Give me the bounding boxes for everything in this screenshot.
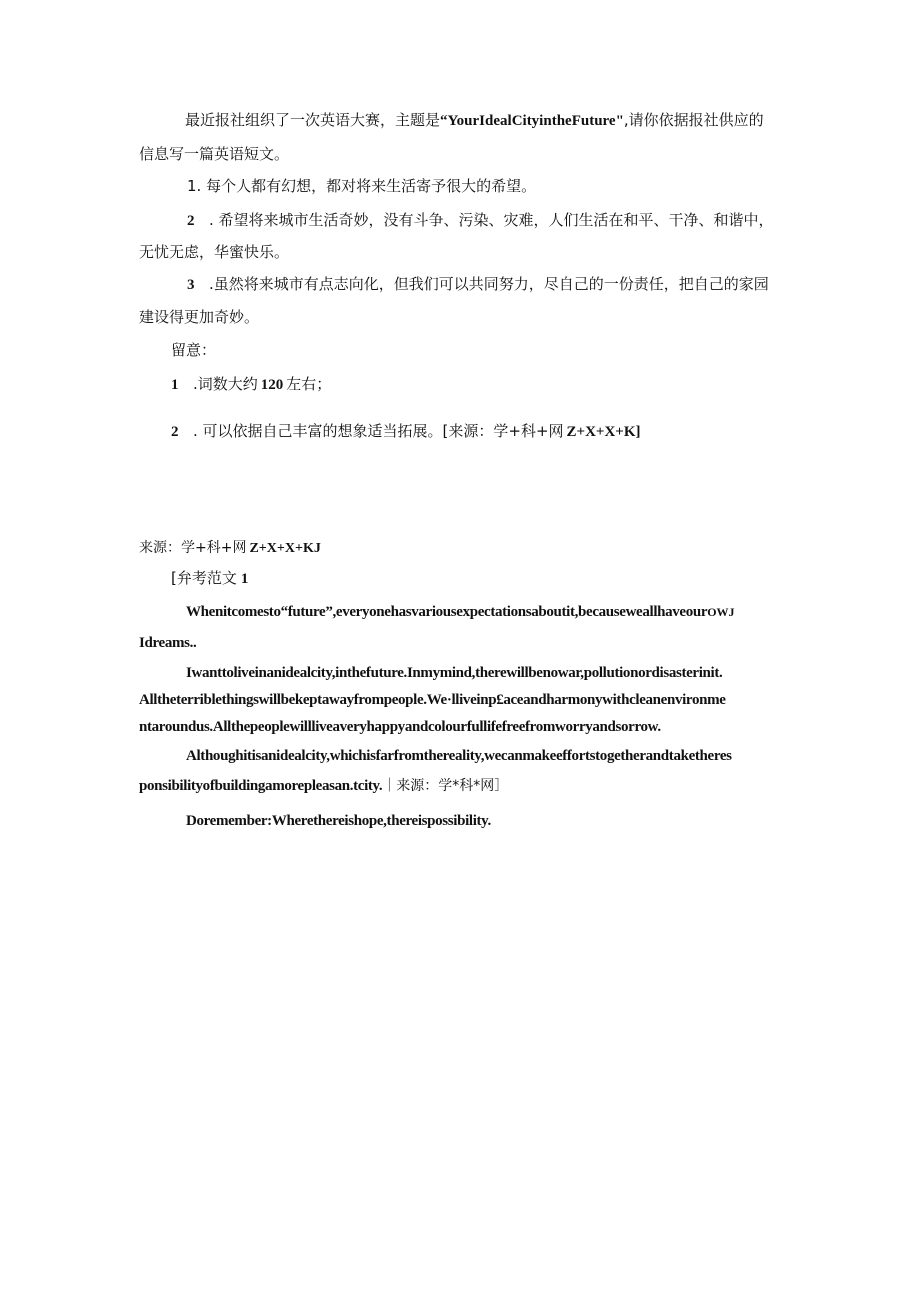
note-2-text: . 可以依据自己丰富的想象适当拓展。[来源：学+科+网 [193,422,564,440]
essay-p1-tail: OWJ [707,605,735,619]
note-2-number: 2 [171,424,179,440]
source-label: 来源：学+科+网 [139,540,247,556]
essay-paragraph-2-line-1: Iwanttoliveinanidealcity,inthefuture.Inmymind,therewillbenowar,pollutionordisasterinit. [186,665,723,681]
essay-paragraph-3-line-2 [139,776,508,796]
task-point-3-number: 3 [187,277,195,293]
task-point-2 [187,210,774,231]
sample-heading-number: 1 [240,571,249,587]
sample-heading-text: [弁考范文 [171,569,237,587]
note-2 [171,421,641,442]
task-point-3-text: .虽然将来城市有点志向化，但我们可以共同努力，尽自己的一份责任，把自己的家园 [209,275,769,293]
essay-paragraph-1-line-2: Idreams.. [139,635,197,651]
contest-theme-title: “YourIdealCityintheFuture" [440,113,624,129]
note-1-word-count: 120 [260,377,284,393]
task-point-2-number: 2 [187,213,195,229]
task-point-3 [187,274,769,295]
task-intro-text: 最近报社组织了一次英语大赛，主题是 [185,111,441,129]
note-1-number: 1 [171,377,179,393]
task-intro-text-end: ,请你依据报社供应的 [623,111,764,129]
sample-heading [171,568,248,589]
task-point-2-cont: 无忧无虑，华蜜快乐。 [139,243,290,261]
essay-paragraph-1-line-1 [186,602,735,622]
essay-paragraph-2-line-3: ntaroundus.Allthepeoplewillliveaveryhappyandcolourfullifefreefromworryandsorrow. [139,719,661,735]
task-intro-line [185,110,764,131]
note-1 [171,374,331,395]
notes-heading: 留意： [171,341,217,359]
note-1-text-end: 左右； [286,375,332,393]
essay-p1-text: Whenitcomesto“future”,everyonehasvariousexpectationsaboutit,becauseweallhaveour [186,604,708,620]
essay-paragraph-2-line-2: Alltheterriblethingswillbekeptawayfrompeople.We·lliveinp£aceandharmonywithcleanenvironme [139,692,726,708]
note-1-text: .词数大约 [193,375,258,393]
source-code: Z+X+X+KJ [249,541,321,556]
note-2-source-code: Z+X+X+K] [566,424,641,440]
essay-paragraph-3-line-1: Althoughitisanidealcity,whichisfarfromthereality,wecanmakeeffortstogetherandtaketheres [186,748,732,764]
source-line [139,538,321,559]
task-point-3-cont: 建设得更加奇妙。 [139,308,260,326]
task-intro-line-2: 信息写一篇英语短文。 [139,145,290,163]
task-point-2-text: . 希望将来城市生活奇妙，没有斗争、污染、灾难，人们生活在和平、干净、和谐中， [209,211,774,229]
essay-p3-source: ｜来源：学*科*网］ [382,778,509,794]
essay-p3-text: ponsibilityofbuildingamorepleasan.tcity. [139,778,383,794]
essay-paragraph-4-line-1: Doremember:Wherethereishope,thereispossibility. [186,813,491,829]
task-point-1: 1. 每个人都有幻想，都对将来生活寄予很大的希望。 [187,177,537,195]
